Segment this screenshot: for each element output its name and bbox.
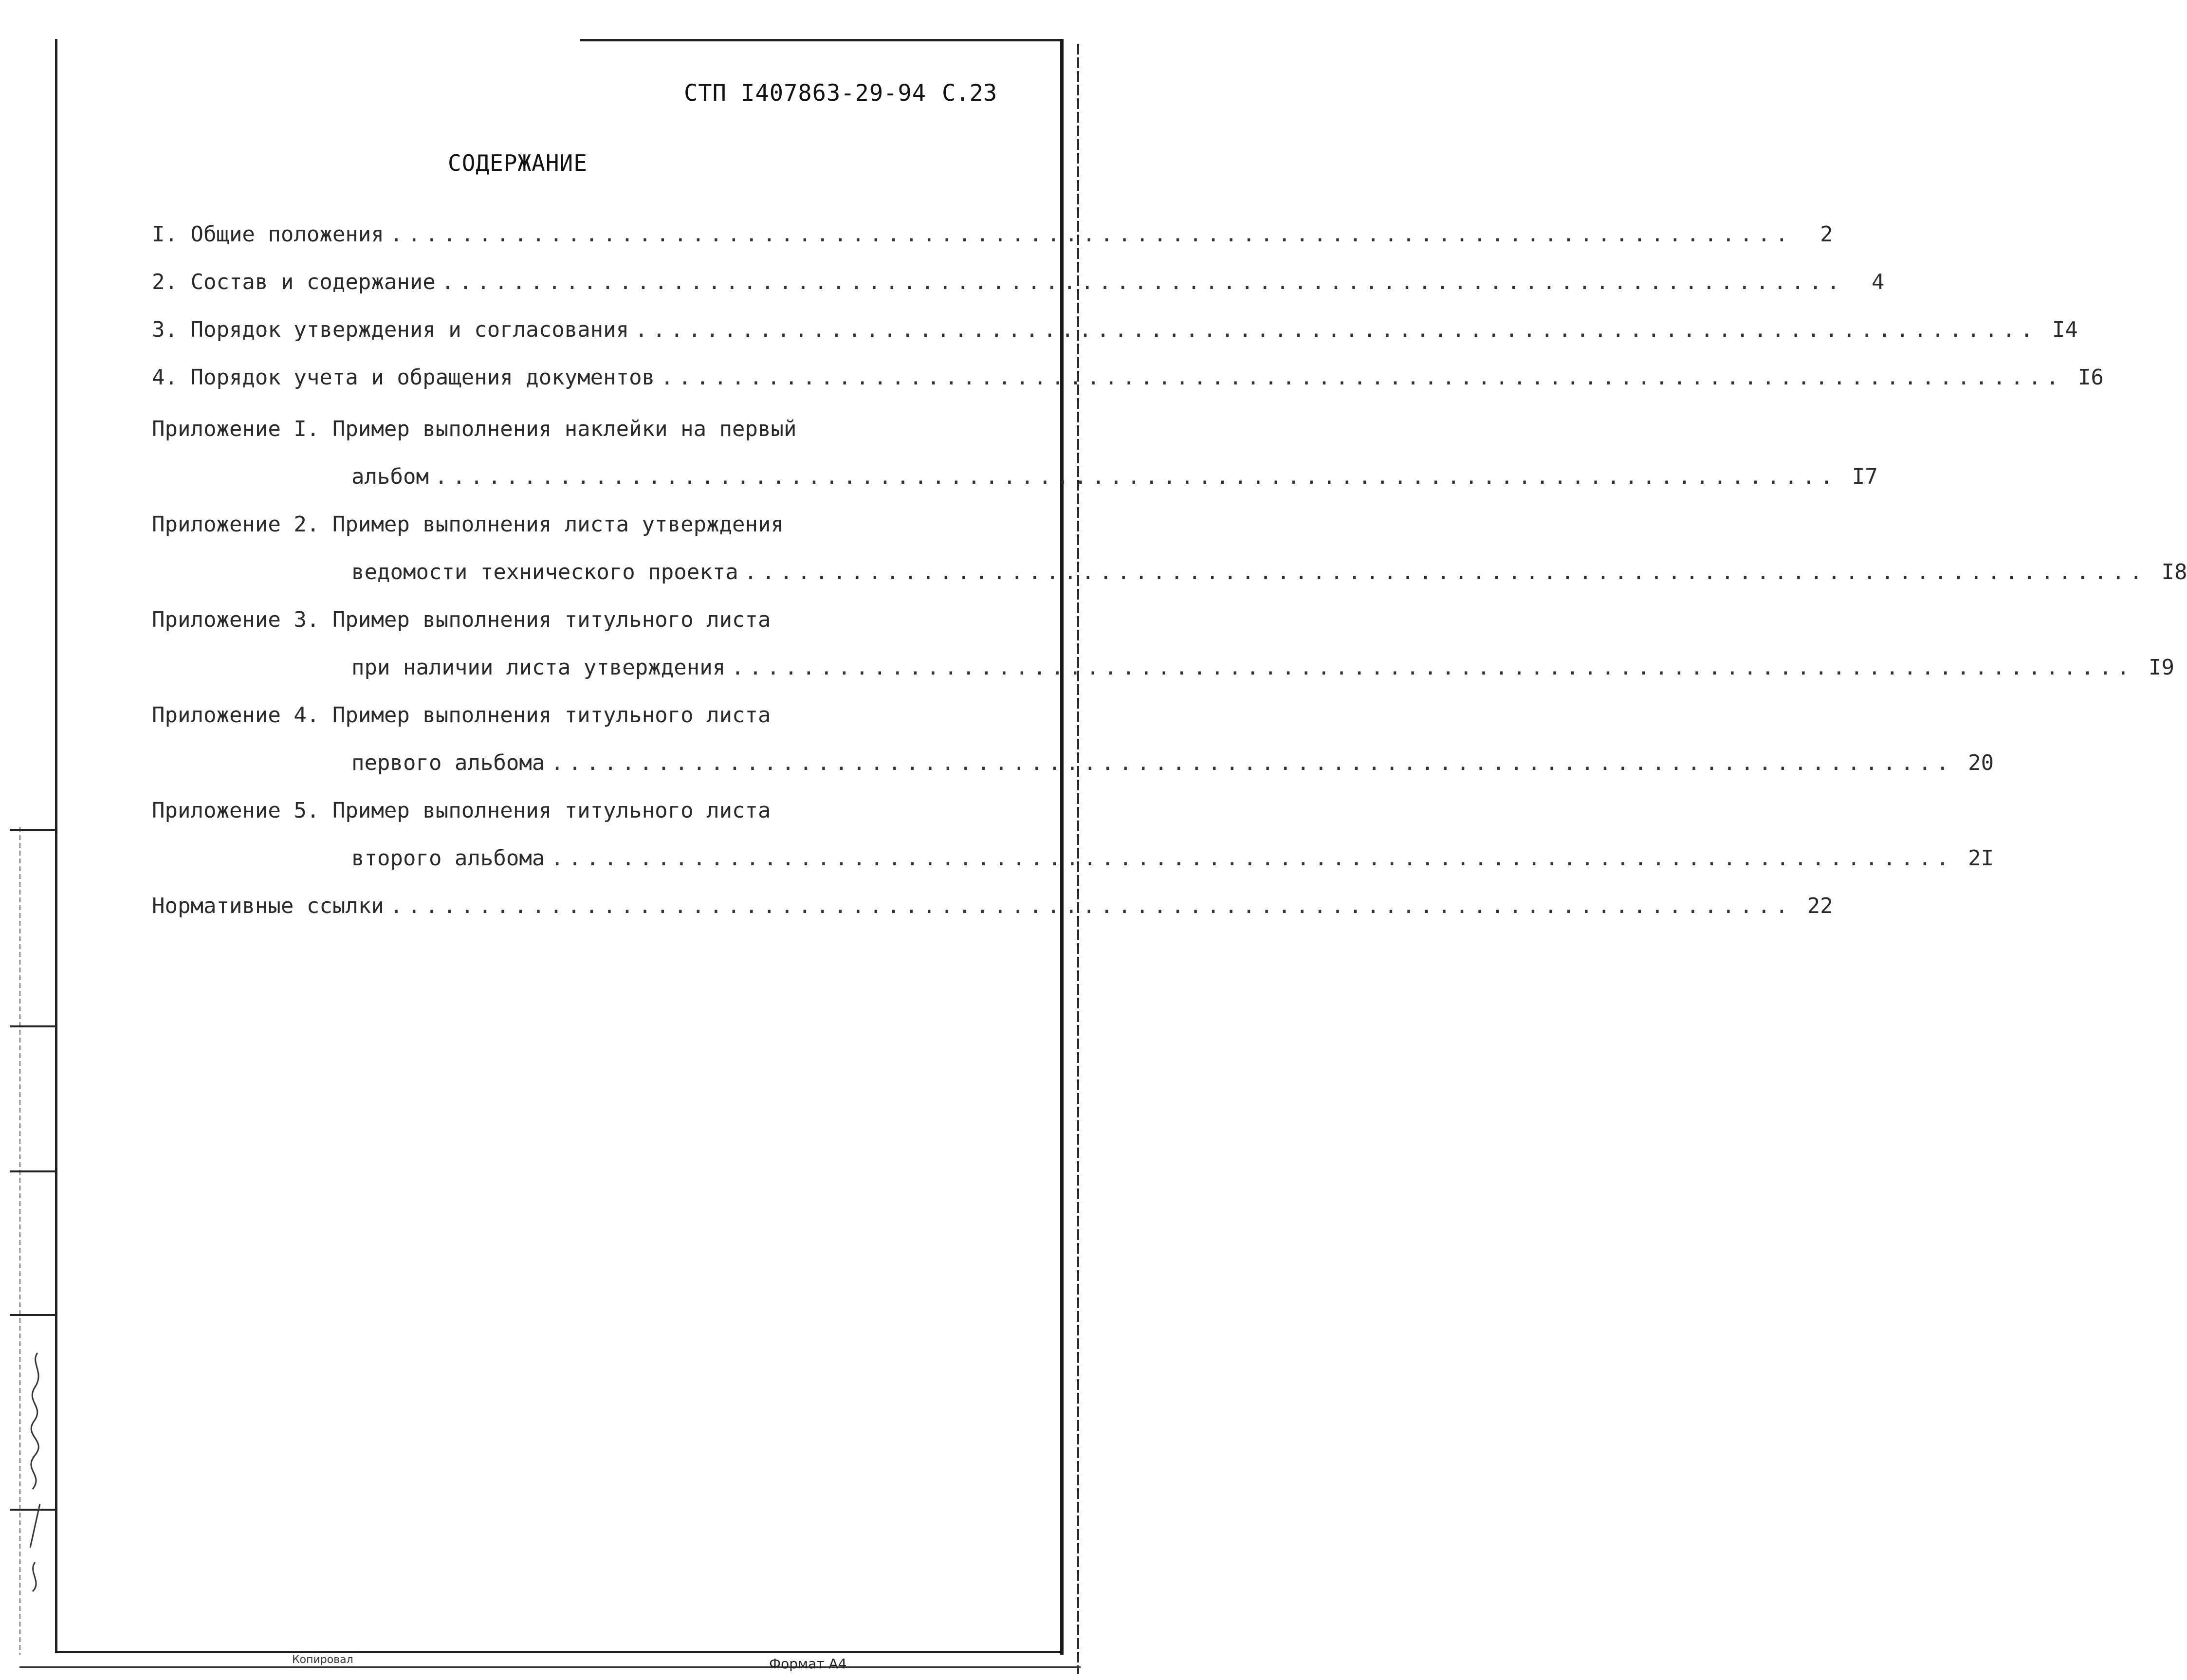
toc-entry-page: 20: [1968, 750, 1994, 775]
toc-entry-page: I7: [1852, 464, 1878, 489]
stub-divider: [10, 1314, 56, 1316]
footer-copied-label: Копировал: [292, 1654, 353, 1666]
toc-entry-label: Нормативные ссылки: [152, 894, 384, 918]
toc-entry: [152, 845, 1994, 893]
toc-entry: [152, 750, 1994, 798]
toc-entry-page: 2: [1820, 222, 1833, 247]
toc-entry-label: 2. Состав и содержание: [152, 270, 436, 294]
toc-entry-page: I6: [2077, 365, 2104, 390]
appendix-heading: Приложение 3. Пример выполнения титульного листа: [152, 607, 771, 632]
toc-entry-label: альбом: [351, 464, 429, 489]
appendix-heading: Приложение I. Пример выполнения наклейки на первый: [152, 417, 797, 441]
handwritten-signature: [20, 1343, 55, 1596]
appendix-heading: Приложение 2. Пример выполнения листа утверждения: [152, 512, 784, 537]
footer-format-label: Формат А4: [769, 1656, 847, 1672]
leader-dots: ...............................................................................: [661, 365, 2064, 390]
frame-top-border: [580, 39, 1062, 41]
toc-entry: [152, 221, 1833, 269]
toc-entry-label: при наличии листа утверждения: [351, 655, 726, 680]
toc-entry-label: второго альбома: [351, 846, 545, 871]
leader-dots: ...............................................................................: [731, 655, 2134, 680]
leader-dots: ...............................................................................: [434, 464, 1838, 489]
leader-dots: ...............................................................................: [441, 270, 1845, 294]
toc-entry: [152, 317, 2078, 365]
frame-left-border: [55, 39, 57, 1652]
toc-entry: [152, 269, 1885, 317]
leader-dots: ...............................................................................: [635, 317, 2038, 342]
toc-entry-page: 2I: [1968, 846, 1994, 871]
stub-divider: [10, 1025, 56, 1027]
leader-dots: ...............................................................................: [551, 750, 1954, 775]
page-number: С.23: [942, 80, 997, 107]
stub-divider: [10, 1170, 56, 1172]
frame-bottom-outer-border: [19, 1666, 1081, 1668]
leader-dots: ...............................................................................: [744, 560, 2148, 584]
toc-entry: [152, 559, 2187, 607]
toc-entry: [152, 365, 2104, 416]
toc-entry-label: 3. Порядок утверждения и согласования: [152, 317, 629, 342]
toc-entry: [152, 655, 2174, 702]
toc-entry: [152, 893, 1833, 941]
leader-dots: ...............................................................................: [389, 894, 1793, 918]
toc-entry: [152, 464, 1878, 511]
toc-entry-page: 22: [1807, 894, 1833, 918]
frame-bottom-border: [55, 1651, 1064, 1653]
toc-entry-label: I. Общие положения: [152, 222, 384, 247]
table-of-contents: [152, 221, 2187, 941]
leader-dots: ...............................................................................: [389, 222, 1793, 247]
toc-entry-label: первого альбома: [351, 750, 545, 775]
document-code: СТП I407863-29-94: [684, 80, 927, 107]
page-title: СОДЕРЖАНИЕ: [448, 150, 588, 176]
appendix-heading: Приложение 4. Пример выполнения титульного листа: [152, 703, 771, 728]
stub-divider: [10, 829, 56, 831]
toc-entry-label: 4. Порядок учета и обращения документов: [152, 365, 655, 390]
toc-entry-label: ведомости технического проекта: [351, 560, 738, 584]
leader-dots: ...............................................................................: [551, 846, 1954, 871]
toc-entry-page: 4: [1872, 270, 1885, 294]
toc-entry-page: I9: [2148, 655, 2174, 680]
toc-entry-page: I8: [2161, 560, 2187, 584]
appendix-heading: Приложение 5. Пример выполнения титульного листа: [152, 798, 771, 823]
toc-entry-page: I4: [2052, 317, 2078, 342]
